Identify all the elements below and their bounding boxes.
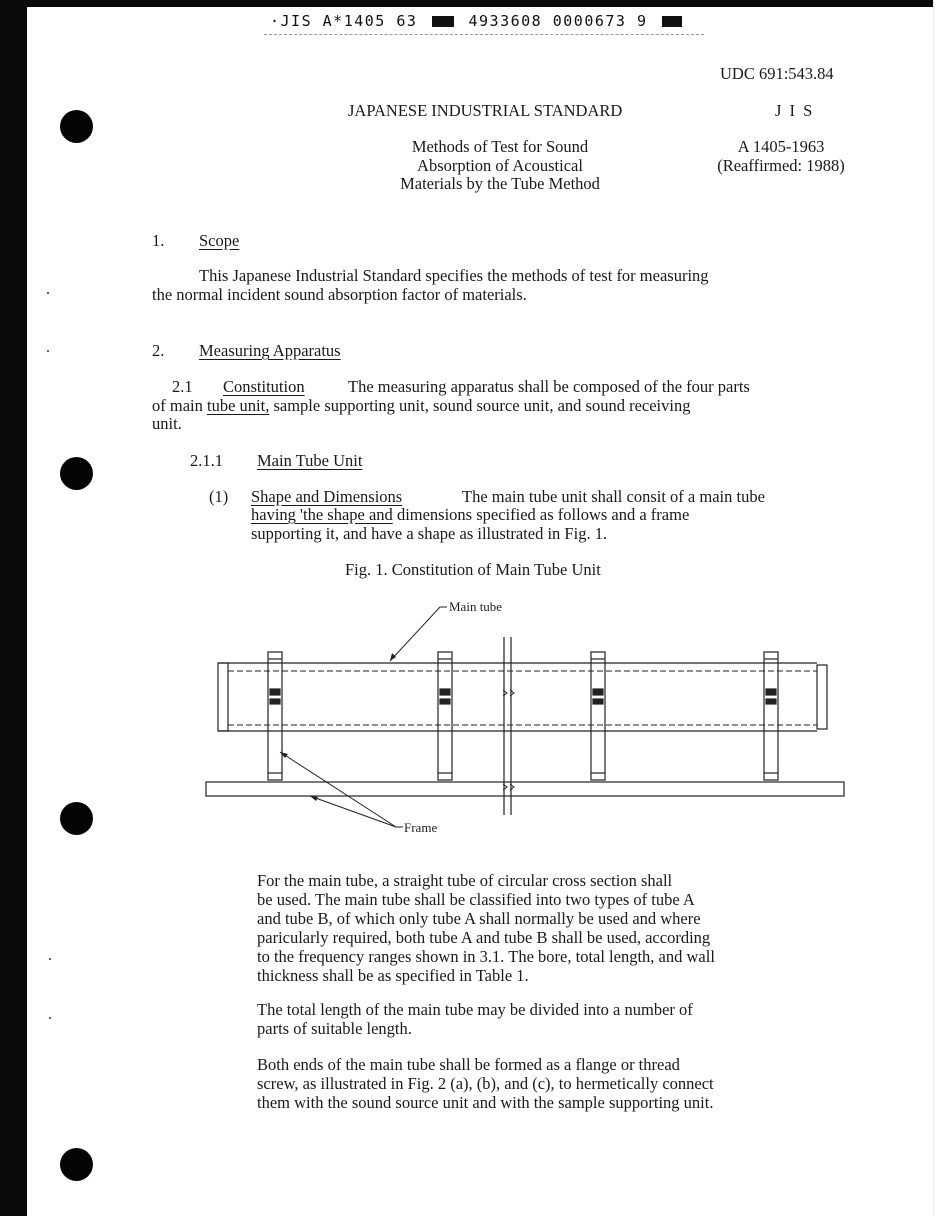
body-paragraph: For the main tube, a straight tube of circular cross section shall be used. The main tube shall be classified into two types of tube A and tube B, of which only tube A shall normally be used and where paricularly required, both tube A and tube B shall be used, according to the frequency ranges shown in 3.1. The bore, total length, and wall thickness shall be as specified in Table 1. (257, 871, 715, 985)
section-2-1-1-heading: Main Tube Unit (257, 451, 363, 470)
reaffirmed-date: (Reaffirmed: 1988) (717, 156, 845, 175)
standard-name: JAPANESE INDUSTRIAL STANDARD (348, 101, 623, 120)
arrowheads (280, 653, 396, 801)
section-2-heading: Measuring Apparatus (199, 341, 341, 360)
section-2-1-heading: Constitution (223, 377, 305, 396)
code-underline (264, 34, 704, 35)
redacted-block (432, 16, 454, 27)
title-line: Absorption of Acoustical (417, 156, 583, 175)
body-paragraph: The total length of the main tube may be divided into a number of parts of suitable length. (257, 1000, 693, 1038)
scan-speck (47, 350, 49, 352)
section-1-heading: Scope (199, 231, 240, 250)
section-2-1-number: 2.1 (172, 377, 193, 396)
line-part: dimensions specified as follows and a frame (392, 505, 690, 524)
scan-speck (47, 292, 49, 294)
punch-hole (60, 110, 93, 143)
code-middle: 4933608 0000673 9 (468, 12, 648, 30)
udc-number: UDC 691:543.84 (720, 64, 834, 83)
line-part: sample supporting unit, sound source unit, and sound receiving (269, 396, 691, 415)
code-prefix: ·JIS A*1405 63 (270, 12, 418, 30)
label-frame: Frame (404, 820, 438, 835)
line-part: of main (152, 396, 207, 415)
scan-right-edge (933, 0, 950, 1216)
scan-top-edge (0, 0, 950, 7)
item-1-line (251, 505, 689, 524)
break-lines (503, 637, 514, 815)
section-2-1-line: unit. (152, 414, 182, 433)
punch-hole (60, 457, 93, 490)
figure-caption: Fig. 1. Constitution of Main Tube Unit (345, 560, 601, 579)
title-line: Materials by the Tube Method (400, 174, 600, 193)
label-main-tube: Main tube (449, 599, 503, 614)
line-part: having 'the shape and (251, 505, 393, 524)
punch-hole (60, 1148, 93, 1181)
body-paragraph: Both ends of the main tube shall be formed as a flange or thread screw, as illustrated in Fig. 2 (a), (b), and (c), to hermetically connect them with the sound source unit and with the sample supporting unit. (257, 1055, 714, 1112)
section-1-number: 1. (152, 231, 165, 250)
scan-left-edge (0, 0, 27, 1216)
punch-hole (60, 802, 93, 835)
item-1-heading: Shape and Dimensions (251, 487, 403, 506)
title-line: Methods of Test for Sound (411, 137, 589, 156)
section-1-text: This Japanese Industrial Standard specifies the methods of test for measuring the normal incident sound absorption factor of materials. (152, 266, 709, 304)
section-2-1-line (152, 396, 690, 415)
standard-number: A 1405-1963 (737, 137, 825, 156)
line-part: tube unit, (207, 396, 270, 415)
figure-main-tube-unit (200, 597, 860, 847)
document-code-line (270, 12, 686, 30)
leader-lines (280, 607, 447, 827)
frame-base (206, 782, 844, 796)
scan-speck (49, 958, 51, 960)
section-2-number: 2. (152, 341, 165, 360)
scan-speck (49, 1017, 51, 1019)
section-2-1-1-number: 2.1.1 (190, 451, 223, 470)
jis-mark: J I S (775, 101, 815, 120)
redacted-block (662, 16, 682, 27)
item-1-line: supporting it, and have a shape as illustrated in Fig. 1. (251, 524, 608, 543)
item-1-number: (1) (209, 487, 229, 506)
item-1-line: The main tube unit shall consit of a main tube (462, 487, 765, 506)
main-tube (218, 663, 827, 731)
section-2-1-line: The measuring apparatus shall be composed of the four parts (348, 377, 750, 396)
